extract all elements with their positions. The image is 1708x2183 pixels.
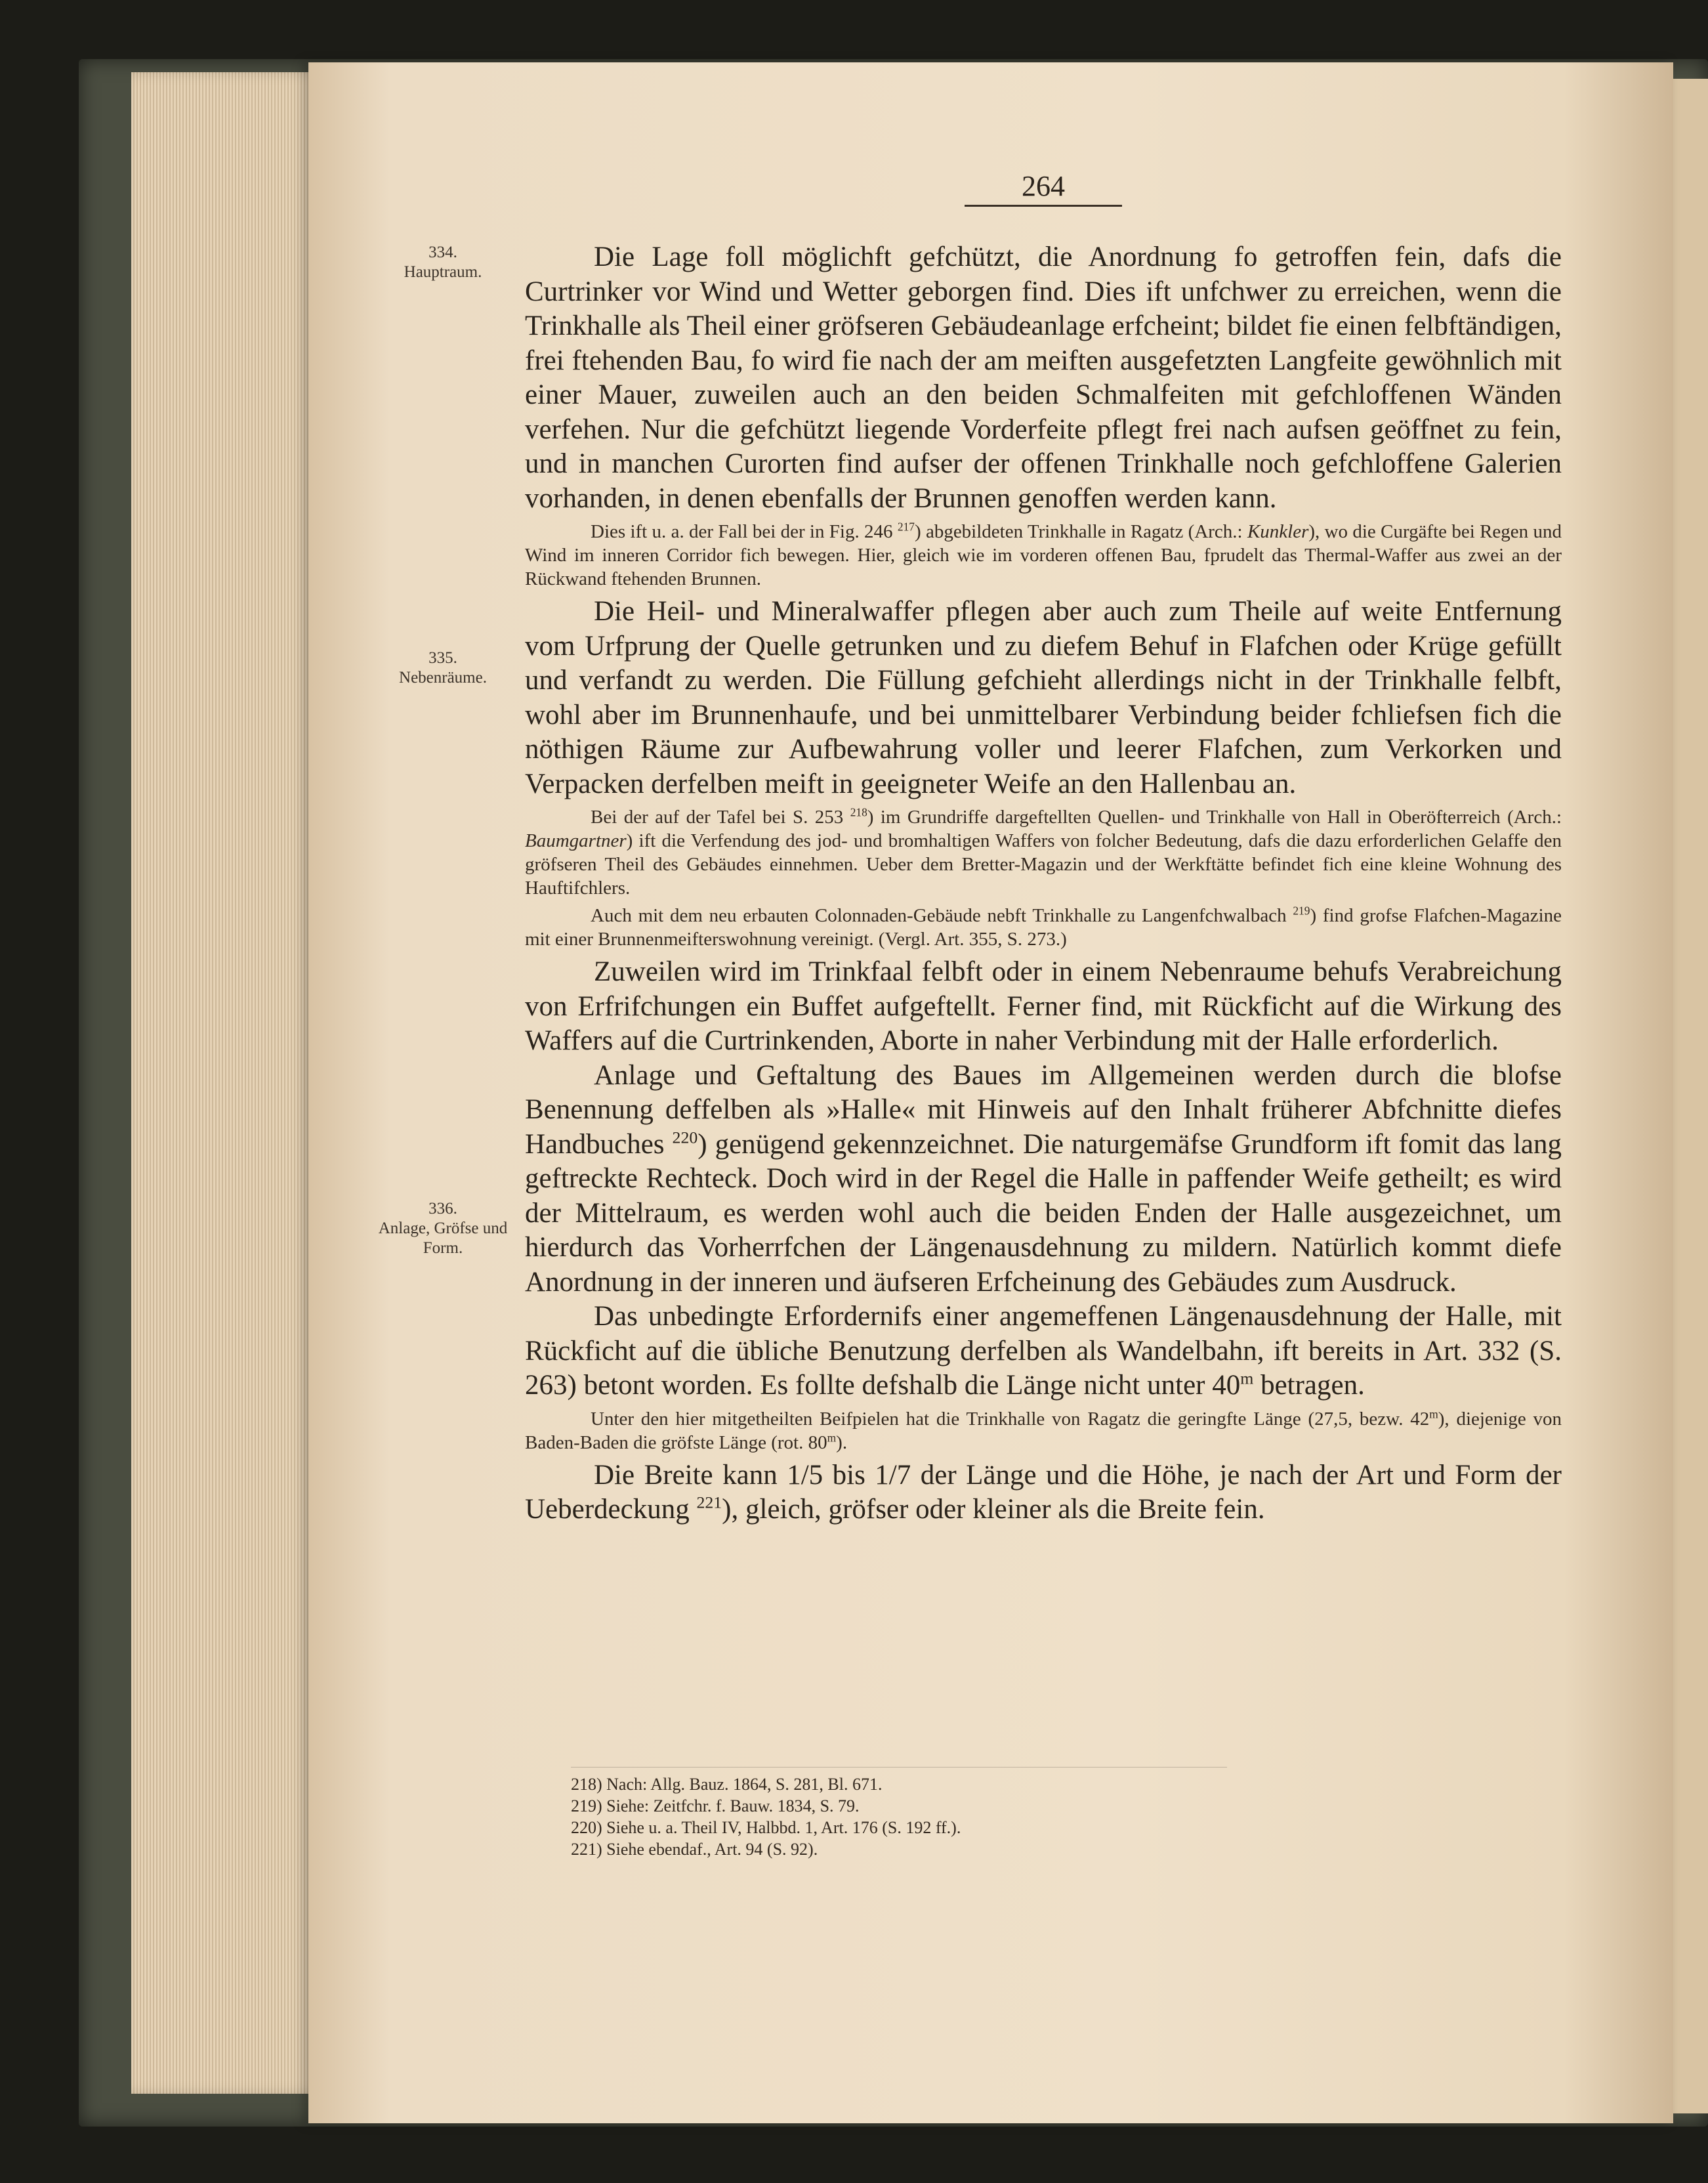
paragraph-length: Das unbedingte Erfordernifs einer angemeffenen Längenausdehnung der Halle, mit Rückficht auf die übliche Benutzung derfelben als Wandelbahn, ift bereits in Art. 332 (S. 263) betont worden. Es follte defshalb die Länge nicht unter 40$^m$ betragen.: [525, 1301, 1562, 1401]
sidenote-title: Anlage, Gröfse und Form.: [378, 1219, 508, 1257]
architect-name: Baumgartner: [525, 830, 627, 851]
sidenote-title: Hauptraum.: [404, 263, 482, 281]
unit-meter: m: [1240, 1368, 1254, 1388]
footnote-ref[interactable]: 220: [672, 1128, 698, 1147]
note-lengths: Unter den hier mitgetheilten Beifpielen hat die Trinkhalle von Ragatz die geringfte Länge (27,5, bezw. 42$^m$), diejenige von Baden-Baden die gröfste Länge (rot. 80$^m$).: [525, 1407, 1562, 1453]
footnote-219: 219) Siehe: Zeitfchr. f. Bauw. 1834, S. 79.: [571, 1796, 860, 1815]
sidenote-number: 336.: [428, 1200, 457, 1218]
paragraph-width: Die Breite kann 1/5 bis 1/7 der Länge und die Höhe, je nach der Art und Form der Ueberdeckung $^{221}$), gleich, gröfser oder kleiner als die Breite fein.: [525, 1459, 1562, 1525]
sidenote-number: 334.: [428, 244, 457, 261]
sidenote-336: [377, 1199, 509, 1258]
footnote-ref[interactable]: 217: [897, 520, 915, 534]
paragraph-335: Die Heil- und Mineralwaffer pflegen aber auch zum Theile auf weite Entfernung vom Urfprung der Quelle getrunken und zu diefem Behuf in Flafchen oder Krüge gefüllt und verfandt zu werden. Die Füllung gefchieht allerdings nicht in der Trinkhalle felbft, wohl aber im Brunnenhaufe, und bei unmittelbarer Verbindung beider fchliefsen fich die nöthigen Räume zur Aufbewahrung voller und leerer Flafchen, zum Verkorken und Verpacken derfelben meift in geeigneter Weife an den Hallenbau an.: [525, 596, 1562, 799]
footnote-rule: [571, 1767, 1227, 1768]
architect-name: Kunkler: [1247, 521, 1309, 542]
page-number-rule: [965, 205, 1122, 207]
footnote-220: 220) Siehe u. a. Theil IV, Halbbd. 1, Art. 176 (S. 192 ff.).: [571, 1818, 961, 1837]
footnotes: [571, 1773, 1227, 1860]
paragraph-334: Die Lage foll möglichft gefchützt, die Anordnung fo getroffen fein, dafs die Curtrinker vor Wind und Wetter geborgen find. Dies ift unfchwer zu erreichen, wenn die Trinkhalle als Theil einer gröfseren Gebäudeanlage erfcheint; bildet fie einen felbftändigen, frei ftehenden Bau, fo wird fie nach der am meiften ausgefetzten Langfeite gewöhnlich mit einer Mauer, zuweilen auch an den beiden Schmalfeiten mit gefchloffenen Wänden verfehen. Nur die gefchützt liegende Vorderfeite pflegt frei nach aufsen geöffnet zu fein, und in manchen Curorten find aufser der offenen Trinkhalle noch gefchloffene Galerien vorhanden, in denen ebenfalls der Brunnen genoffen werden kann.: [525, 242, 1562, 514]
sidenote-335: [377, 648, 509, 688]
paragraph-336: Anlage und Geftaltung des Baues im Allgemeinen werden durch die blofse Benennung deffelben als »Halle« mit Hinweis auf den Inhalt früherer Abfchnitte diefes Handbuches $^{220}$) genügend gekennzeichnet. Die naturgemäfse Grundform ift fomit das lang geftreckte Rechteck. Doch wird in der Regel die Halle in paffender Weife getheilt; es wird der Mittelraum, es werden wohl auch die beiden Enden der Halle ausgezeichnet, um hierdurch das Vorherrfchen der Längenausdehnung zu mildern. Natürlich kommt diefe Anordnung in der inneren und äufseren Erfcheinung des Gebäudes zum Ausdruck.: [525, 1059, 1562, 1298]
note-ragatz: Dies ift u. a. der Fall bei der in Fig. 246 $^{217}$) abgebildeten Trinkhalle in Ragatz (Arch.: Kunkler), wo die Curgäfte bei Regen und Wind im inneren Corridor fich bewegen. Hier, gleich wie im vorderen offenen Bau, fprudelt das Thermal-Waffer aus zwei an der Rückwand ftehenden Brunnen.: [525, 520, 1562, 589]
footnote-ref[interactable]: 219: [1293, 904, 1310, 918]
note-hall: Bei der auf der Tafel bei S. 253 $^{218}$) im Grundriffe dargeftellten Quellen- und Trinkhalle von Hall in Oberöfterreich (Arch.: Baumgartner) ift die Verfendung des jod- und bromhaltigen Waffers von folcher Bedeutung, dafs die dazu erforderlichen Gelaffe den gröfseren Theil des Gebäudes einnehmen. Ueber dem Bretter-Magazin und der Werkftätte befindet fich eine kleine Wohnung des Hauftifchlers.: [525, 805, 1562, 899]
page-number: 264: [1022, 170, 1065, 202]
page-edges: [131, 72, 328, 2094]
footnote-218: 218) Nach: Allg. Bauz. 1864, S. 281, Bl. 671.: [571, 1775, 883, 1794]
footnote-ref[interactable]: 221: [696, 1493, 722, 1512]
note-langenschwalbach: Auch mit dem neu erbauten Colonnaden-Gebäude nebft Trinkhalle zu Langenfchwalbach $^{219}$) find grofse Flafchen-Magazine mit einer Brunnenmeifterswohnung vereinigt. (Vergl. Art. 355, S. 273.): [525, 904, 1562, 950]
sidenote-334: [377, 243, 509, 282]
footnote-221: 221) Siehe ebendaf., Art. 94 (S. 92).: [571, 1840, 818, 1859]
sidenote-number: 335.: [428, 649, 457, 667]
main-text: [525, 240, 1562, 1527]
paragraph-buffet: Zuweilen wird im Trinkfaal felbft oder in einem Nebenraume behufs Verabreichung von Erfrifchungen ein Buffet aufgeftellt. Ferner find, mit Rückficht auf die Wirkung des Waffers auf die Curtrinkenden, Aborte in naher Verbindung mit der Halle erforderlich.: [525, 956, 1562, 1056]
footnote-ref[interactable]: 218: [850, 805, 867, 819]
sidenote-title: Nebenräume.: [399, 669, 487, 687]
